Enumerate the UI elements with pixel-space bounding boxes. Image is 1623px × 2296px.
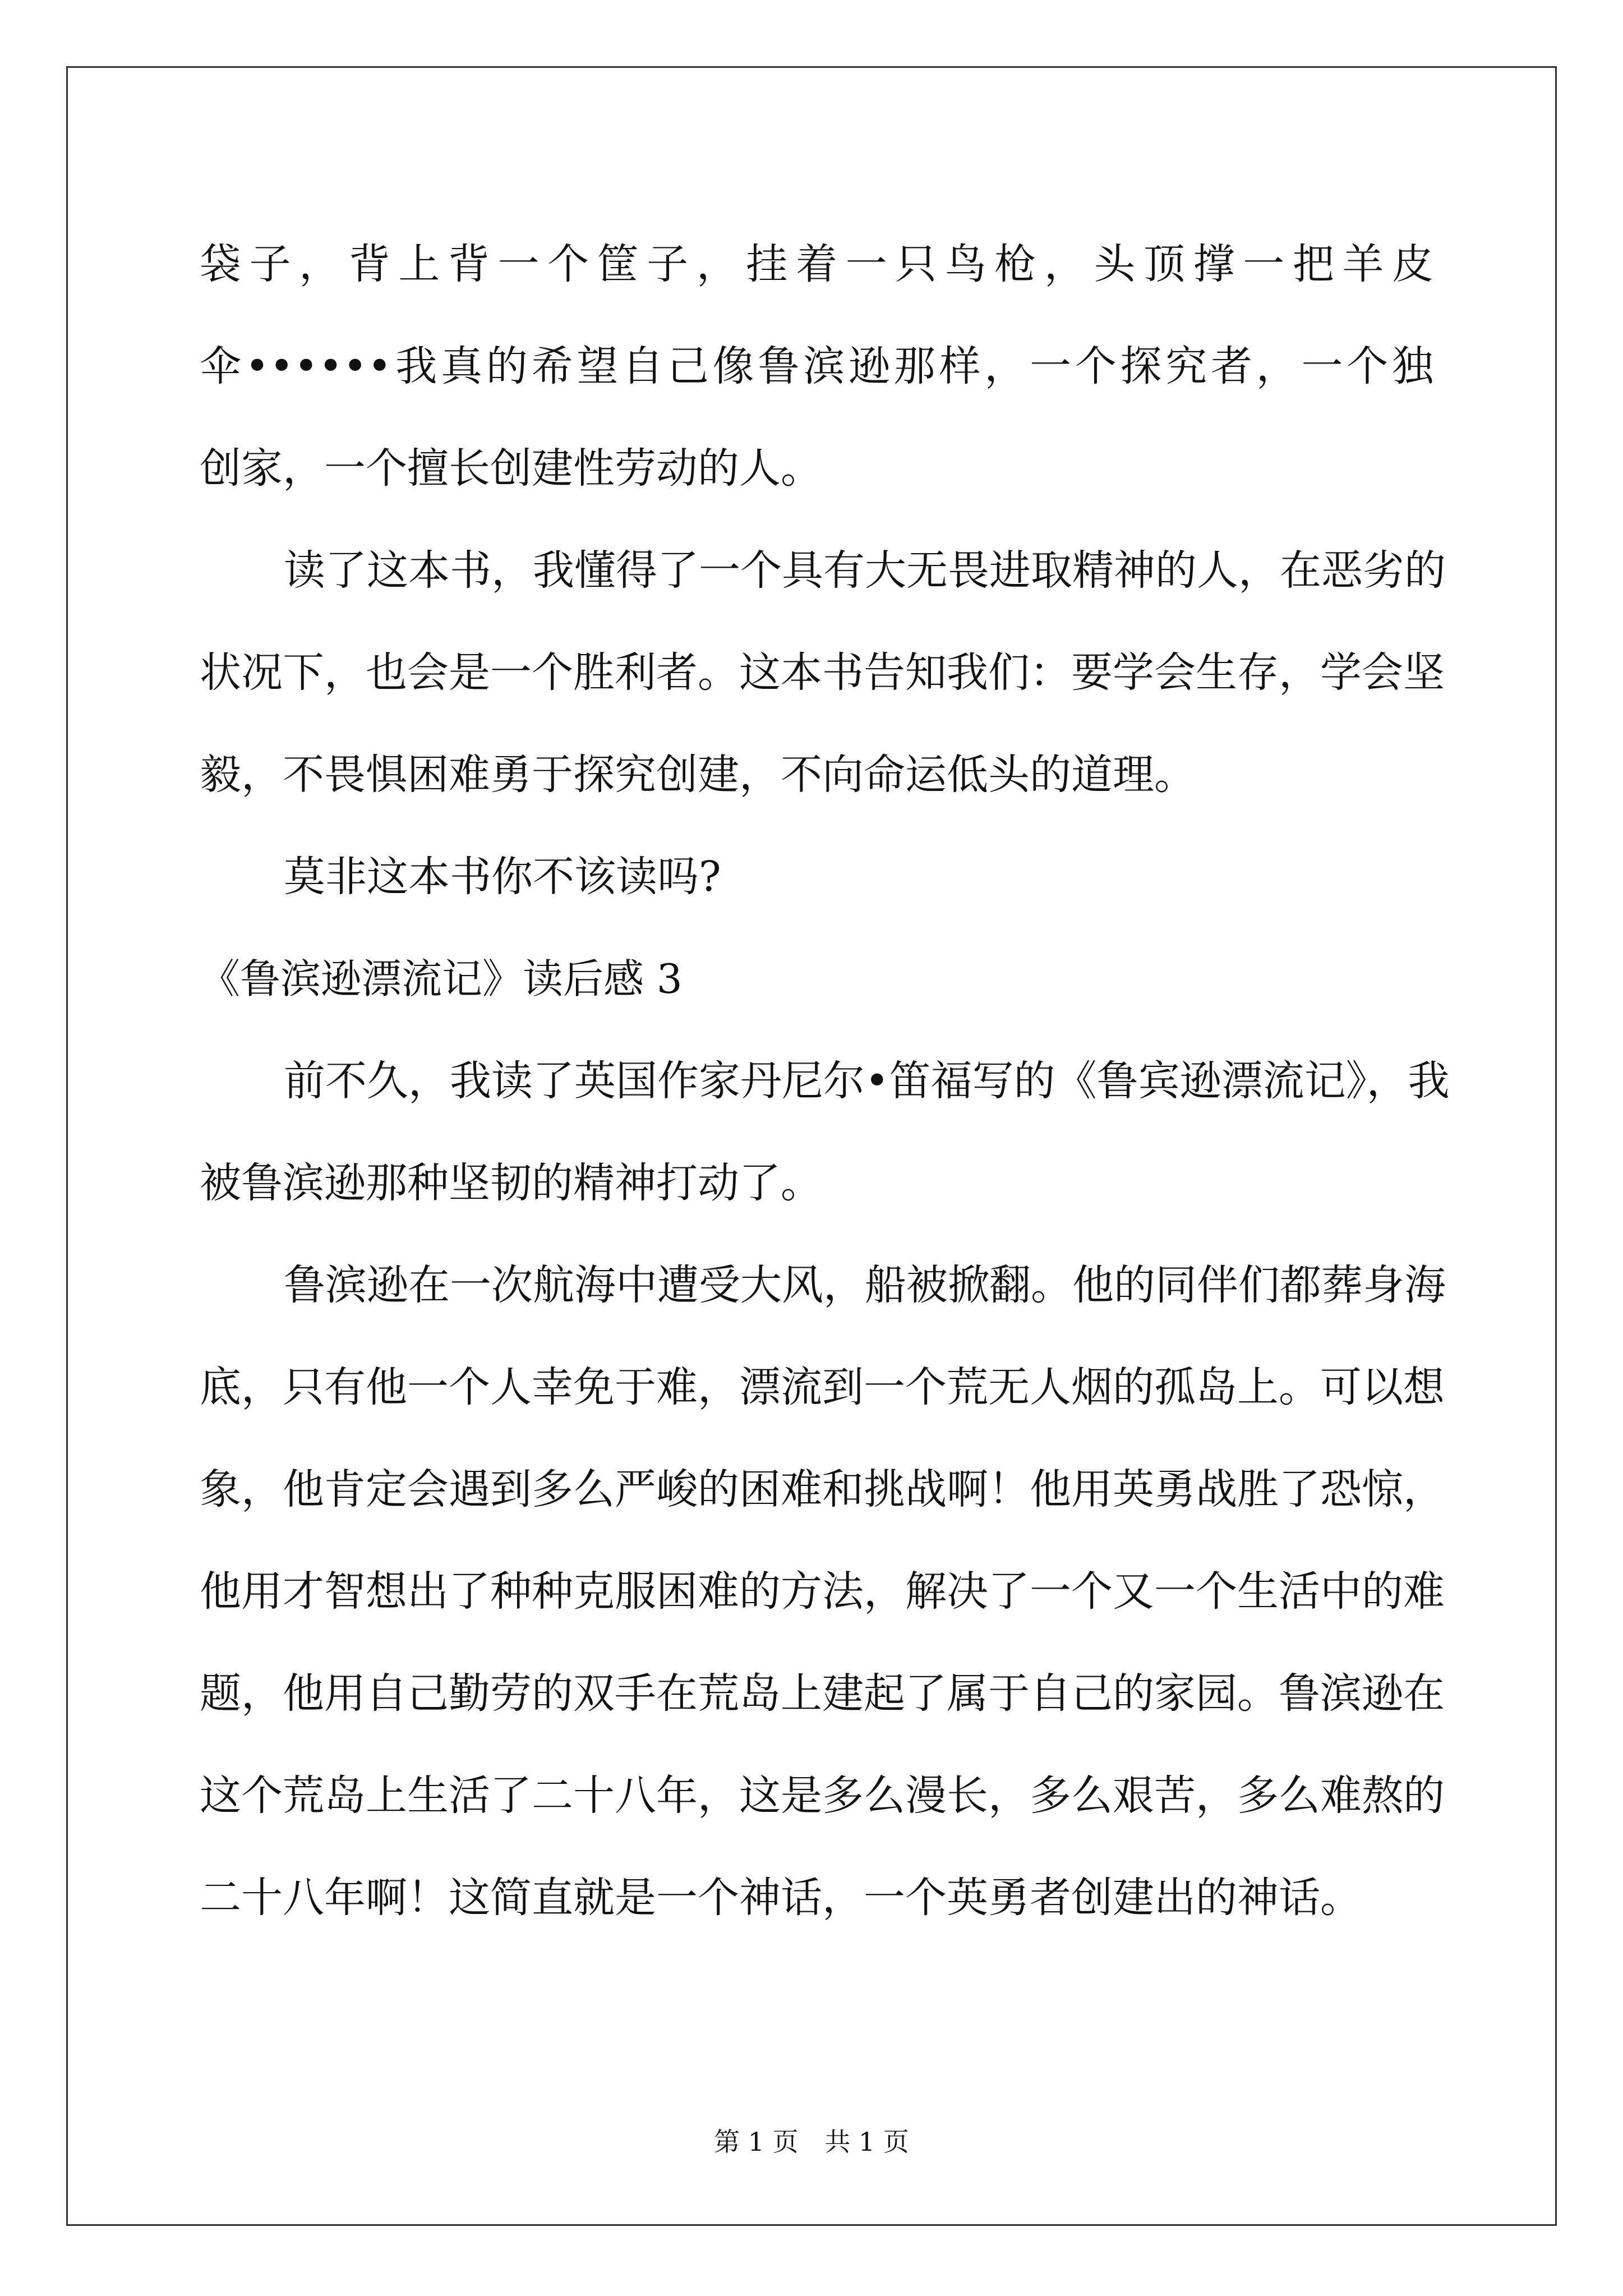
paragraph-line: 这个荒岛上生活了二十八年，这是多么漫长，多么艰苦，多么难熬的 bbox=[200, 1772, 1445, 1820]
paragraph-line: 题，他用自己勤劳的双手在荒岛上建起了属于自己的家园。鲁滨逊在 bbox=[200, 1669, 1445, 1718]
paragraph-line: 莫非这本书你不该读吗? bbox=[284, 853, 721, 901]
paragraph-line: 二十八年啊！这简直就是一个神话，一个英勇者创建出的神话。 bbox=[200, 1874, 1362, 1922]
paragraph-line: 象，他肯定会遇到多么严峻的困难和挑战啊！他用英勇战胜了恐惊， bbox=[200, 1465, 1445, 1513]
page-total: 共 1 页 bbox=[824, 2127, 909, 2157]
page-footer bbox=[0, 2125, 1623, 2159]
paragraph-line: 状况下，也会是一个胜利者。这本书告知我们：要学会生存，学会坚 bbox=[200, 648, 1445, 697]
paragraph-line: 前不久，我读了英国作家丹尼尔•笛福写的《鲁宾逊漂流记》，我 bbox=[284, 1057, 1450, 1105]
paragraph-line: 被鲁滨逊那种坚韧的精神打动了。 bbox=[200, 1159, 822, 1207]
section-heading: 《鲁滨逊漂流记》读后感 3 bbox=[200, 955, 683, 1002]
document-body bbox=[200, 213, 1450, 1949]
page-number: 第 1 页 bbox=[714, 2127, 799, 2157]
paragraph-line: 袋子，背上背一个筐子，挂着一只鸟枪，头顶撑一把羊皮 bbox=[200, 240, 1433, 288]
paragraph-line: 底，只有他一个人幸免于难，漂流到一个荒无人烟的孤岛上。可以想 bbox=[200, 1363, 1445, 1411]
paragraph-line: 毅，不畏惧困难勇于探究创建，不向命运低头的道理。 bbox=[200, 751, 1196, 799]
paragraph-line: 鲁滨逊在一次航海中遭受大风，船被掀翻。他的同伴们都葬身海 bbox=[284, 1261, 1446, 1309]
paragraph-line: 创家，一个擅长创建性劳动的人。 bbox=[200, 444, 822, 493]
paragraph-line: 读了这本书，我懂得了一个具有大无畏进取精神的人，在恶劣的 bbox=[284, 546, 1446, 595]
paragraph-line: 他用才智想出了种种克服困难的方法，解决了一个又一个生活中的难 bbox=[200, 1567, 1445, 1616]
paragraph-line: 伞••••••我真的希望自己像鲁滨逊那样，一个探究者，一个独 bbox=[200, 342, 1433, 390]
